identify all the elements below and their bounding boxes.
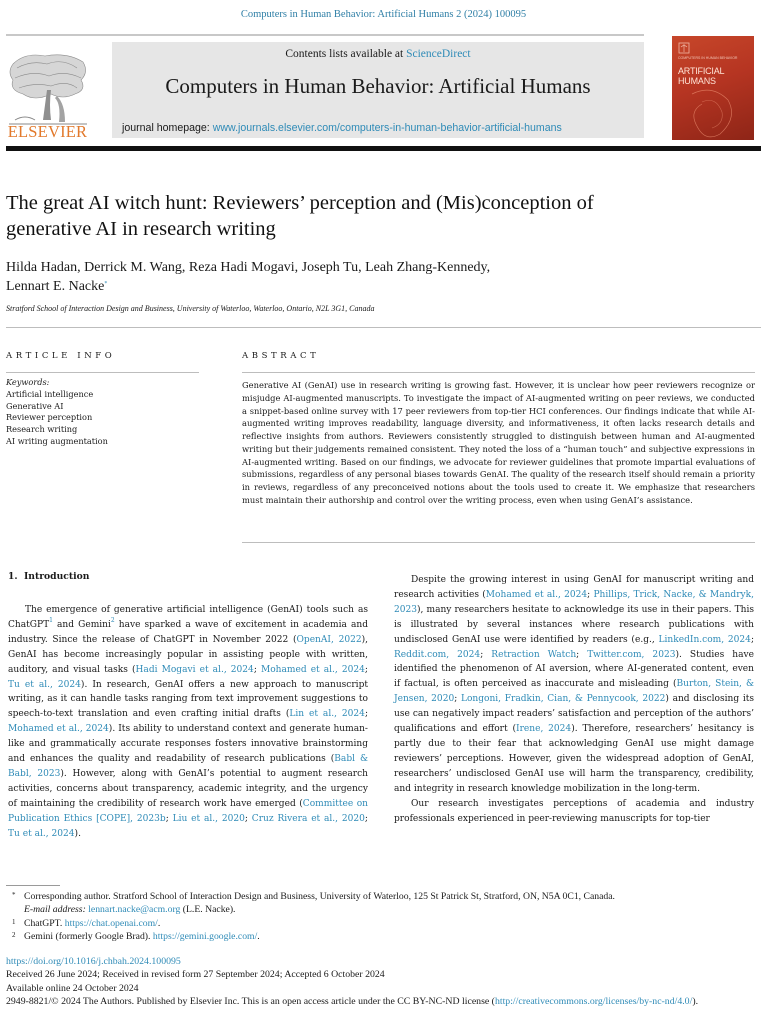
journal-homepage bbox=[122, 122, 642, 134]
footnote-mark: * bbox=[12, 891, 16, 899]
keywords-section bbox=[6, 377, 196, 448]
author-name[interactable]: Leah Zhang-Kennedy bbox=[365, 260, 487, 275]
article-info-heading: ARTICLE INFO bbox=[6, 351, 116, 361]
author-name[interactable]: Derrick M. Wang bbox=[84, 260, 182, 275]
introduction-heading: 1. Introduction bbox=[8, 571, 90, 582]
citation-link[interactable]: LinkedIn.com, 2024 bbox=[658, 634, 751, 645]
cover-title bbox=[678, 66, 724, 86]
journal-cover bbox=[672, 36, 754, 140]
text: ; bbox=[165, 813, 173, 824]
abstract-divider bbox=[242, 372, 755, 373]
footnote-divider bbox=[6, 885, 60, 886]
keyword-item: Artificial intelligence bbox=[6, 388, 94, 399]
body-column-left bbox=[8, 603, 368, 842]
affiliation: Stratford School of Interaction Design and Business, University of Waterloo, Waterloo, Ontario, N2L 3G1, Canada bbox=[6, 304, 375, 313]
sciencedirect-link[interactable]: ScienceDirect bbox=[406, 48, 471, 60]
text: ). Therefore, researchers’ hesitancy is partly due to their fear that acknowledging GenAI use might damage reviewers’ perceptions. However, given the widespread adoption of GenAI, researchers’ undisclosed GenAI use will harm the transparency, credibility, and integrity in research knowledge mobilization in the long-term. bbox=[394, 724, 754, 794]
cover-heart-illustration bbox=[672, 84, 754, 140]
keyword-item: Reviewer perception bbox=[6, 412, 93, 423]
citation-link[interactable]: OpenAI, 2022 bbox=[296, 634, 362, 645]
citation-link[interactable]: Babl & Babl, 2023 bbox=[8, 754, 368, 779]
article-metadata bbox=[6, 955, 761, 1008]
footnote-mark: 1 bbox=[12, 917, 16, 926]
author-name[interactable]: Reza Hadi Mogavi bbox=[188, 260, 295, 275]
text: ; bbox=[364, 664, 368, 675]
keywords-label: Keywords: bbox=[6, 377, 50, 387]
text: ). In research, GenAI offers a new approach to manuscript writing, as it can handle tasks ranging from text improvement suggestions to speech-to-text translation and even crafting initial drafts ( bbox=[8, 679, 368, 720]
license-statement bbox=[6, 995, 761, 1008]
corresponding-author-mark[interactable]: * bbox=[104, 281, 108, 287]
footnote-ref[interactable]: 2 bbox=[110, 616, 115, 624]
abstract-heading: ABSTRACT bbox=[242, 351, 320, 361]
homepage-prefix: journal homepage: bbox=[122, 122, 213, 134]
license-text: 2949-8821/© 2024 The Authors. Published by Elsevier Inc. This is an open access article under the CC BY-NC-ND license ( bbox=[6, 995, 495, 1007]
available-online: Available online 24 October 2024 bbox=[6, 982, 139, 994]
author-name[interactable]: Lennart E. Nacke bbox=[6, 279, 105, 294]
text: ). bbox=[74, 828, 81, 839]
citation-link[interactable]: Burton, Stein, & Jensen, 2020 bbox=[394, 679, 755, 705]
license-end: ). bbox=[692, 995, 699, 1007]
elsevier-wordmark: ELSEVIER bbox=[7, 122, 88, 141]
footnote-text: Gemini (formerly Google Brad). bbox=[24, 931, 153, 943]
email-suffix: (L.E. Nacke). bbox=[180, 904, 236, 916]
text: ). Studies have identified the phenomenon of AI aversion, where AI-generated content, even if factual, is often perceived as inaccurate and misleading ( bbox=[394, 649, 754, 690]
citation-link[interactable]: Mohamed et al., 2024 bbox=[260, 664, 365, 675]
keyword-item: Research writing bbox=[6, 424, 78, 435]
text: and Gemini bbox=[52, 619, 111, 630]
footnote-end: . bbox=[257, 931, 260, 943]
citation-link[interactable]: Phillips, Trick, Nacke, & Mandryk, 2023 bbox=[394, 589, 754, 615]
intro-paragraph bbox=[394, 573, 754, 797]
footnote-ref[interactable]: 1 bbox=[49, 616, 53, 624]
citation-link[interactable]: Longoni, Fradkin, Cian, & Pennycook, 2022 bbox=[460, 694, 666, 705]
text: ; bbox=[244, 813, 252, 824]
citation-link[interactable]: Tu et al., 2024 bbox=[8, 828, 75, 839]
journal-name: Computers in Human Behavior: Artificial Humans bbox=[165, 74, 591, 98]
author-name[interactable]: Hilda Hadan bbox=[6, 260, 78, 275]
text: ; bbox=[253, 664, 261, 675]
text: Despite the growing interest in using GenAI for manuscript writing and research activities ( bbox=[394, 575, 754, 600]
text: The emergence of generative artificial intelligence (GenAI) tools such as ChatGPT bbox=[8, 605, 368, 630]
homepage-link[interactable]: www.journals.elsevier.com/computers-in-human-behavior-artificial-humans bbox=[212, 122, 562, 134]
citation-link[interactable]: Hadi Mogavi et al., 2024 bbox=[135, 664, 254, 675]
corresponding-author-note bbox=[10, 890, 760, 903]
citation-link[interactable]: Liu et al., 2020 bbox=[172, 813, 245, 824]
contents-line bbox=[112, 48, 644, 60]
affiliation-divider bbox=[6, 327, 761, 328]
article-history: Received 26 June 2024; Received in revised form 27 September 2024; Accepted 6 October 2024 bbox=[6, 969, 385, 981]
footnote-mark: 2 bbox=[12, 931, 16, 940]
cover-subtitle: COMPUTERS IN HUMAN BEHAVIOR bbox=[678, 56, 738, 60]
text: ; bbox=[454, 694, 461, 705]
article-title bbox=[6, 190, 746, 242]
text: ). However, along with GenAI’s potential to augment research activities, concerns about transparency, academic integrity, and the urgency of maintaining the credibility of research work have emerged ( bbox=[8, 768, 368, 809]
cover-elsevier-emblem bbox=[678, 42, 690, 54]
cover-title-line: HUMANS bbox=[678, 76, 716, 86]
text: ), GenAI has become increasingly popular in assisting people with written, auditory, and visual tasks ( bbox=[8, 634, 368, 675]
article-title-line: generative AI in research writing bbox=[6, 218, 276, 240]
journal-banner bbox=[112, 42, 644, 138]
intro-paragraph bbox=[8, 603, 368, 842]
text: ; bbox=[576, 649, 588, 660]
citation-link[interactable]: Cruz Rivera et al., 2020 bbox=[251, 813, 365, 824]
text: ). Its ability to understand context and generate human-like and grammatically accurate responses fosters innovative brainstorming and enhances the quality and readability of research publications ( bbox=[8, 724, 368, 765]
text: ; bbox=[480, 649, 492, 660]
citation-link[interactable]: Reddit.com, 2024 bbox=[394, 649, 481, 660]
author-name[interactable]: Joseph Tu bbox=[301, 260, 359, 275]
header-thick-divider bbox=[6, 146, 761, 151]
contents-prefix: Contents lists available at bbox=[285, 48, 407, 60]
abstract-text: Generative AI (GenAI) use in research writing is growing fast. However, it is unclear how peer reviewers recognize or misjudge AI-augmented manuscripts. To investigate the impact of AI-augmented writing on peer reviews, we conducted a snippet-based online survey with 17 peer reviewers from top-tier HCI conferences. Our findings indicate that while AI-augmented writing improves readability, language diversity, and informativeness, it often lacks research details and reflective insights from authors. Reviewers consistently struggled to distinguish between human and AI-augmented writing but their judgements remained consistent. They noted the loss of a “human touch” and subjective expressions in AI-augmented writing. Based on our findings, we advocate for reviewer guidelines that promote impartial evaluations of submissions, regardless of any personal biases towards GenAI. The quality of the research itself should remain a priority in reviews, regardless of any preconceived notions about the tools used to create it. We emphasize that researchers must maintain their authorship and control over the writing process, even when using GenAI’s assistance. bbox=[242, 380, 755, 505]
text: have sparked a wave of excitement in academia and industry. Since the release of ChatGPT in November 2022 ( bbox=[8, 619, 368, 645]
citation-link[interactable]: Irene, 2024 bbox=[516, 724, 572, 735]
citation-link[interactable]: Tu et al., 2024 bbox=[8, 679, 81, 690]
body-column-right bbox=[394, 573, 754, 826]
text: ), many researchers hesitate to acknowledge its use in their papers. This is illustrated by several instances where research publications with undisclosed GenAI use were identified by readers (e.g., bbox=[394, 604, 754, 645]
gemini-url-link[interactable]: https://gemini.google.com/ bbox=[152, 931, 258, 943]
footnote-2 bbox=[10, 930, 760, 943]
article-info-divider bbox=[6, 372, 199, 373]
email-label: E-mail address: bbox=[24, 904, 86, 916]
footnote-end: . bbox=[157, 917, 161, 929]
email-line bbox=[10, 903, 760, 916]
citation-link[interactable]: Committee on Publication Ethics [COPE], 2023b bbox=[8, 798, 368, 824]
text: ; bbox=[587, 589, 594, 600]
footnotes bbox=[10, 890, 760, 944]
text: ) and disclosing its use can negatively impact readers’ satisfaction and perception of the authors’ qualifications and effort ( bbox=[394, 694, 755, 735]
citation-link[interactable]: Mohamed et al., 2024 bbox=[8, 724, 109, 735]
citation-link[interactable]: Mohamed et al., 2024 bbox=[485, 589, 588, 600]
doi-link[interactable]: https://doi.org/10.1016/j.chbah.2024.100095 bbox=[6, 956, 181, 967]
intro-paragraph: Our research investigates perceptions of academia and industry professionals experienced in peer-reviewing manuscripts for top-tier bbox=[394, 798, 754, 824]
text: ; bbox=[364, 709, 368, 720]
footnote-1 bbox=[10, 917, 760, 930]
text: ; bbox=[750, 634, 754, 645]
citation-link[interactable]: Lin et al., 2024 bbox=[289, 709, 365, 720]
text: ; bbox=[364, 813, 368, 824]
keyword-item: AI writing augmentation bbox=[6, 435, 108, 446]
top-divider bbox=[6, 34, 644, 36]
corresponding-text: Corresponding author. Stratford School of Interaction Design and Business, University of Waterloo, 125 St Patrick St, Stratford, ON, N5A 0C1, Canada. bbox=[24, 891, 615, 902]
citation-link[interactable]: Twitter.com, 2023 bbox=[587, 649, 676, 660]
email-link[interactable]: lennart.nacke@acm.org bbox=[88, 904, 181, 916]
article-title-line: The great AI witch hunt: Reviewers’ perception and (Mis)conception of bbox=[6, 192, 594, 214]
license-link[interactable]: http://creativecommons.org/licenses/by-nc-nd/4.0/ bbox=[494, 995, 693, 1007]
footnote-text: ChatGPT. bbox=[24, 917, 65, 929]
keyword-item: Generative AI bbox=[6, 400, 64, 411]
author-list: Hilda Hadan, Derrick M. Wang, Reza Hadi Mogavi, Joseph Tu, Leah Zhang-Kennedy, Lennart E. Nacke* bbox=[6, 260, 491, 294]
abstract-bottom-divider bbox=[242, 542, 755, 543]
chatgpt-url-link[interactable]: https://chat.openai.com/ bbox=[64, 917, 158, 929]
cover-title-line: ARTIFICIAL bbox=[678, 66, 725, 76]
citation-link[interactable]: Retraction Watch bbox=[491, 649, 577, 660]
journal-citation: Computers in Human Behavior: Artificial Humans 2 (2024) 100095 bbox=[240, 9, 527, 20]
